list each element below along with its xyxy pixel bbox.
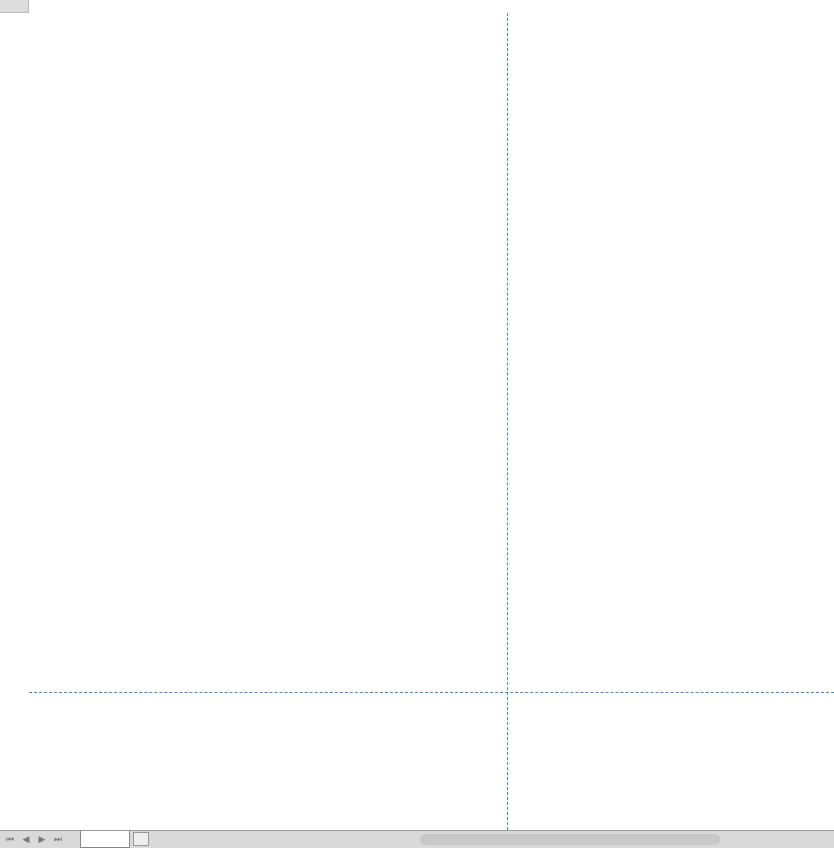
sheet-title[interactable]: [29, 21, 499, 45]
last-sheet-button[interactable]: ⏭: [53, 833, 63, 844]
header-price[interactable]: [263, 64, 315, 94]
header-qty[interactable]: [315, 64, 367, 94]
horizontal-scrollbar[interactable]: [420, 834, 720, 845]
page-break-vertical: [507, 13, 508, 830]
header-expenses[interactable]: [29, 64, 263, 94]
sheet-tab-bar: [0, 830, 834, 848]
first-sheet-button[interactable]: ⏮: [5, 833, 15, 844]
prev-sheet-button[interactable]: ◀: [22, 833, 30, 844]
page-break-horizontal: [29, 692, 834, 693]
select-all-corner[interactable]: [0, 0, 29, 13]
add-sheet-button[interactable]: [133, 832, 149, 846]
next-sheet-button[interactable]: ▶: [38, 833, 46, 844]
header-months[interactable]: [367, 64, 432, 94]
header-total[interactable]: [432, 64, 498, 94]
note-cell[interactable]: [507, 128, 827, 143]
sheet-tab-list1[interactable]: [80, 831, 130, 848]
